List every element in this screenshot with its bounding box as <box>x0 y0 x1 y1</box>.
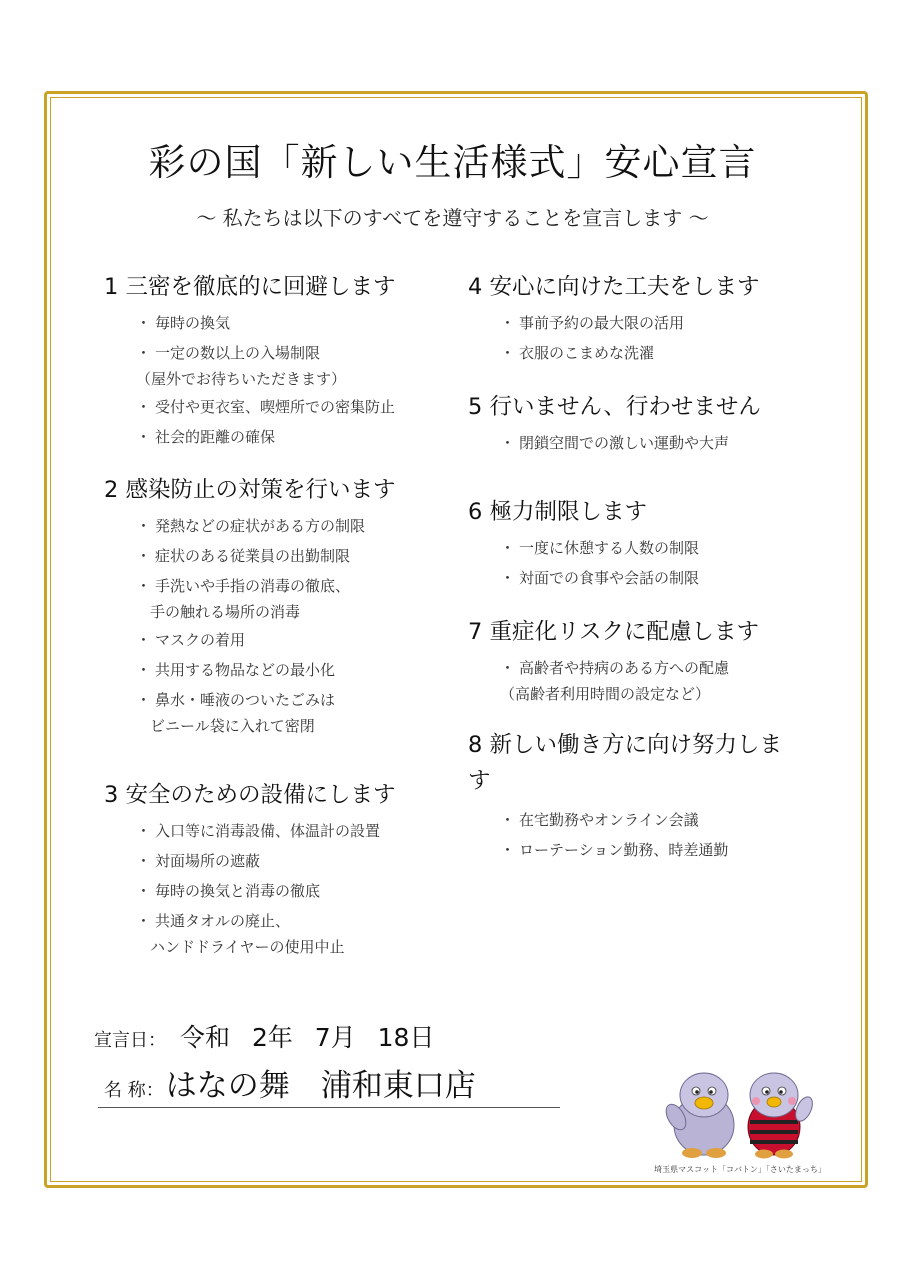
list-item: ・ 一定の数以上の入場制限 （屋外でお待ちいただきます） <box>136 338 454 392</box>
item-note: 手の触れる場所の消毒 <box>150 603 301 621</box>
list-item: ・ 事前予約の最大限の活用 <box>500 314 685 332</box>
list-item: ・ 受付や更衣室、喫煙所での密集防止 <box>136 398 396 416</box>
list-item: ・ 発熱などの症状がある方の制限 <box>136 517 366 535</box>
item-note: ハンドドライヤーの使用中止 <box>150 938 345 956</box>
section-2 <box>104 475 454 780</box>
list-item: ・ ローテーション勤務、時差通勤 <box>500 841 729 859</box>
section-items <box>468 653 828 707</box>
list-item: ・ 鼻水・唾液のついたごみは ビニール袋に入れて密閉 <box>136 685 454 739</box>
list-item: ・ 高齢者や持病のある方への配慮 （高齢者利用時間の設定など） <box>500 653 828 707</box>
section-heading: 4 安心に向けた工夫をします <box>468 274 760 300</box>
kobaton-mascot-icon <box>662 1073 734 1158</box>
declaration-date <box>94 1018 434 1054</box>
mascot-caption: 埼玉県マスコット「コバトン」「さいたまっち」 <box>654 1165 826 1174</box>
section-items <box>104 511 454 739</box>
list-item: ・ 毎時の換気と消毒の徹底 <box>136 882 321 900</box>
name-value: はなの舞 浦和東口店 <box>165 1068 476 1104</box>
list-item: ・ 社会的距離の確保 <box>136 428 276 446</box>
item-note: ビニール袋に入れて密閉 <box>150 717 315 735</box>
name-underline <box>98 1107 560 1108</box>
section-7 <box>468 617 828 727</box>
saitamacchi-mascot-icon <box>748 1073 816 1159</box>
date-value: 令和 2年 7月 18日 <box>180 1023 435 1052</box>
section-items <box>468 308 828 368</box>
section-heading: 3 安全のための設備にします <box>104 782 396 808</box>
section-heading: 7 重症化リスクに配慮します <box>468 619 760 645</box>
list-item: ・ 毎時の換気 <box>136 314 231 332</box>
section-heading: 8 新しい働き方に向け努力します <box>468 732 782 794</box>
list-item: ・ 閉鎖空間での激しい運動や大声 <box>500 434 730 452</box>
list-item: ・ 対面場所の遮蔽 <box>136 852 261 870</box>
list-item: ・ 手洗いや手指の消毒の徹底、 手の触れる場所の消毒 <box>136 571 454 625</box>
item-note: （屋外でお待ちいただきます） <box>136 370 347 388</box>
store-name <box>104 1060 476 1105</box>
list-item: ・ 共通タオルの廃止、 ハンドドライヤーの使用中止 <box>136 906 454 960</box>
section-items <box>104 816 454 960</box>
list-item: ・ 在宅勤務やオンライン会議 <box>500 811 699 829</box>
page-subtitle: ～ 私たちは以下のすべてを遵守することを宣言します ～ <box>196 206 709 230</box>
list-item: ・ 入口等に消毒設備、体温計の設置 <box>136 822 381 840</box>
left-column <box>104 272 454 960</box>
section-items <box>104 308 454 452</box>
section-3 <box>104 780 454 960</box>
date-label: 宣言日： <box>94 1030 166 1051</box>
section-heading: 2 感染防止の対策を行います <box>104 477 396 503</box>
item-note: （高齢者利用時間の設定など） <box>500 685 711 703</box>
section-items <box>468 533 828 593</box>
section-items <box>468 428 828 458</box>
section-items <box>468 805 828 865</box>
section-8 <box>468 727 828 865</box>
list-item: ・ 共用する物品などの最小化 <box>136 661 336 679</box>
list-item: ・ 対面での食事や会話の制限 <box>500 569 700 587</box>
section-heading: 6 極力制限します <box>468 499 647 525</box>
section-4 <box>468 272 828 392</box>
section-6 <box>468 497 828 617</box>
list-item: ・ 一度に休憩する人数の制限 <box>500 539 700 557</box>
section-heading: 1 三密を徹底的に回避します <box>104 274 396 300</box>
list-item: ・ 衣服のこまめな洗濯 <box>500 344 655 362</box>
section-1 <box>104 272 454 475</box>
list-item: ・ 症状のある従業員の出勤制限 <box>136 547 351 565</box>
list-item: ・ マスクの着用 <box>136 631 246 649</box>
section-heading: 5 行いません、行わせません <box>468 394 761 420</box>
name-label: 名 称： <box>104 1080 164 1101</box>
section-5 <box>468 392 828 497</box>
page-title: 彩の国「新しい生活様式」安心宣言 <box>148 141 757 184</box>
right-column <box>468 272 828 865</box>
mascot-illustration <box>656 1065 826 1160</box>
